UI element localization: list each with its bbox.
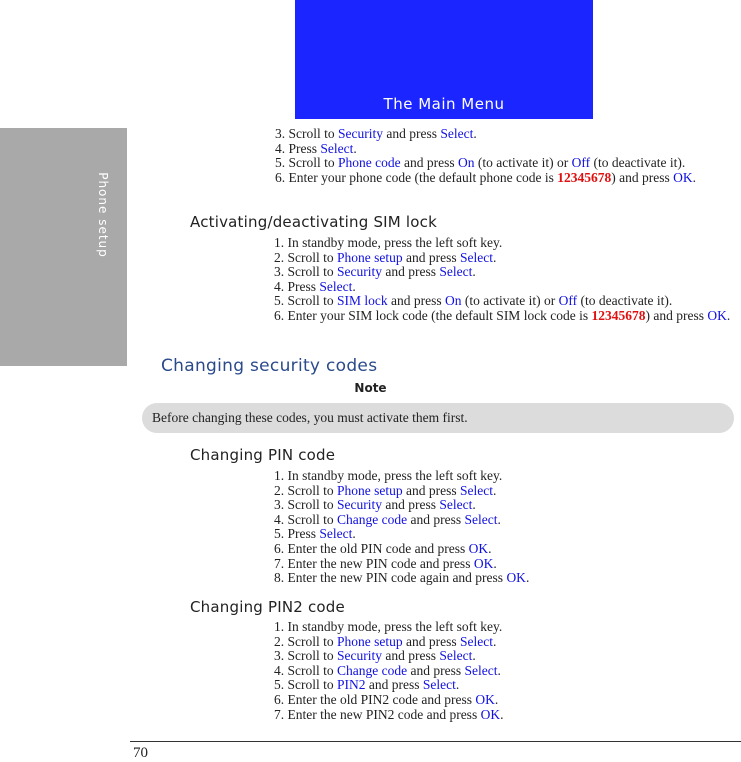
step-text: and press	[402, 249, 460, 265]
step-text: .	[455, 677, 460, 693]
heading-pin-code: Changing PIN code	[190, 446, 336, 464]
step-text: and press	[382, 264, 440, 280]
keyword: PIN2	[337, 677, 366, 693]
keyword: Select	[439, 264, 473, 280]
step-text: 2.	[274, 633, 285, 649]
step-text: 3.	[275, 126, 286, 141]
list-item	[274, 664, 503, 679]
step-text: .	[692, 169, 697, 185]
step-text: 3.	[274, 264, 285, 280]
step-text: (to deactivate it).	[590, 155, 686, 171]
keyword: Select	[460, 633, 493, 649]
keyword: Change code	[337, 511, 408, 527]
step-text: 2.	[274, 249, 285, 265]
list-item	[275, 127, 696, 142]
page-number: 70	[133, 745, 148, 761]
keyword: Phone code	[338, 155, 401, 171]
keyword: OK	[475, 691, 495, 707]
step-text: Scroll to	[288, 126, 338, 141]
step-text: 4.	[274, 662, 285, 678]
keyword: Select	[439, 648, 473, 664]
step-text: .	[497, 511, 501, 527]
list-item	[274, 678, 503, 693]
step-text: 5.	[274, 526, 285, 542]
step-text: (to activate it) or	[461, 293, 559, 309]
list-item	[274, 542, 529, 557]
list-item	[274, 498, 529, 513]
step-text: .	[472, 497, 476, 513]
keyword: Select	[460, 249, 493, 265]
step-text: Enter the new PIN code again and press	[287, 570, 507, 586]
step-text: and press	[407, 662, 465, 678]
keyword: SIM lock	[337, 293, 388, 309]
list-item	[274, 557, 529, 572]
step-text: Enter the old PIN2 code and press	[287, 691, 476, 707]
keyword: Select	[319, 526, 353, 542]
list-item	[275, 142, 696, 157]
step-text: 7.	[274, 706, 285, 722]
step-text: ) and press	[611, 169, 674, 185]
step-text: In standby mode, press the left soft key.	[287, 619, 503, 634]
pin-steps-list	[274, 469, 529, 586]
step-text: 7.	[274, 555, 285, 571]
keyword: Security	[337, 648, 382, 664]
step-text: Enter the old PIN code and press	[287, 540, 469, 556]
step-text: and press	[365, 677, 423, 693]
step-text: 4.	[274, 278, 285, 294]
list-item	[275, 171, 696, 186]
keyword: Phone setup	[337, 482, 403, 498]
keyword: OK	[480, 706, 501, 722]
keyword: Select	[464, 662, 498, 678]
step-text: Enter your SIM lock code (the default SIM lock code is	[287, 307, 592, 323]
step-text: .	[493, 249, 497, 265]
note-text: Before changing these codes, you must activate them first.	[152, 410, 468, 425]
step-text: (to activate it) or	[474, 155, 572, 171]
step-text: .	[493, 555, 497, 571]
step-text: .	[493, 482, 497, 498]
step-text: 4.	[275, 140, 286, 156]
step-text: 8.	[274, 570, 285, 586]
step-text: Scroll to	[287, 293, 337, 309]
step-text: 2.	[274, 482, 285, 498]
list-item	[274, 708, 503, 723]
list-item	[274, 484, 529, 499]
list-item	[274, 309, 730, 324]
list-item	[274, 294, 730, 309]
list-item	[274, 635, 503, 650]
keyword: On	[445, 293, 462, 309]
step-text: 5.	[274, 677, 285, 693]
list-item	[274, 620, 503, 635]
step-text: 5.	[275, 155, 286, 171]
step-text: .	[494, 691, 499, 707]
step-text: In standby mode, press the left soft key.	[287, 468, 503, 483]
step-text: .	[352, 278, 356, 294]
step-text: Enter the new PIN2 code and press	[287, 706, 481, 722]
step-text: and press	[402, 633, 460, 649]
list-item	[274, 693, 503, 708]
step-text: .	[497, 662, 501, 678]
step-text: 1.	[274, 619, 285, 634]
step-text: .	[488, 540, 492, 556]
list-item	[274, 649, 503, 664]
step-text: Scroll to	[287, 249, 337, 265]
step-text: and press	[382, 497, 440, 513]
step-text: .	[353, 140, 357, 156]
step-text: and press	[387, 293, 445, 309]
step-text: .	[500, 706, 504, 722]
step-text: .	[726, 307, 731, 323]
step-text: Press	[288, 140, 321, 156]
keyword: Security	[338, 126, 383, 141]
side-tab-label: Phone setup	[96, 172, 110, 258]
heading-sim-lock: Activating/deactivating SIM lock	[190, 213, 437, 231]
keyword: OK	[468, 540, 489, 556]
step-text: .	[473, 126, 477, 141]
step-text: 3.	[274, 648, 285, 664]
heading-changing-security-codes: Changing security codes	[161, 356, 378, 376]
step-text: Enter your phone code (the default phone code is	[288, 169, 558, 185]
step-text: Scroll to	[288, 155, 338, 171]
sim-lock-steps-list	[274, 236, 730, 324]
step-text: 4.	[274, 511, 285, 527]
list-item	[274, 265, 730, 280]
step-text: Press	[287, 278, 320, 294]
keyword: Select	[464, 511, 498, 527]
step-text: ) and press	[645, 307, 708, 323]
list-item	[274, 251, 730, 266]
step-text: .	[493, 633, 497, 649]
step-text: Scroll to	[287, 264, 337, 280]
header-banner	[295, 0, 593, 119]
step-text: 1.	[274, 468, 285, 483]
list-item	[274, 571, 529, 586]
step-text: 1.	[274, 235, 285, 250]
step-text: and press	[402, 482, 460, 498]
keyword: OK	[707, 307, 727, 323]
step-text: 6.	[274, 307, 285, 323]
keyword: Off	[571, 155, 591, 171]
step-text: Scroll to	[287, 662, 337, 678]
keyword: OK	[473, 555, 494, 571]
keyword: Security	[337, 497, 382, 513]
footer-divider	[130, 741, 741, 742]
header-title: The Main Menu	[383, 95, 505, 113]
step-text: 3.	[274, 497, 285, 513]
list-item	[274, 280, 730, 295]
step-text: Scroll to	[287, 511, 337, 527]
keyword: Select	[319, 278, 353, 294]
steps-top-list	[275, 127, 696, 185]
step-text: Press	[287, 526, 320, 542]
default-code: 12345678	[591, 307, 646, 323]
keyword: Select	[422, 677, 456, 693]
keyword: Phone setup	[337, 633, 403, 649]
heading-pin2-code: Changing PIN2 code	[190, 598, 345, 616]
list-item	[274, 527, 529, 542]
step-text: and press	[407, 511, 465, 527]
keyword: Select	[439, 497, 473, 513]
note-label: Note	[354, 381, 387, 395]
step-text: Scroll to	[287, 497, 337, 513]
keyword: Select	[320, 140, 354, 156]
list-item	[274, 469, 529, 484]
step-text: 6.	[274, 691, 285, 707]
step-text: In standby mode, press the left soft key.	[287, 235, 503, 250]
keyword: Security	[337, 264, 382, 280]
step-text: .	[352, 526, 356, 542]
step-text: and press	[400, 155, 458, 171]
list-item	[274, 236, 730, 251]
step-text: (to deactivate it).	[577, 293, 673, 309]
step-text: Scroll to	[287, 677, 337, 693]
step-text: and press	[382, 648, 440, 664]
step-text: 6.	[274, 540, 285, 556]
default-code: 12345678	[557, 169, 612, 185]
keyword: Select	[440, 126, 474, 141]
keyword: OK	[506, 570, 526, 586]
pin2-steps-list	[274, 620, 503, 722]
step-text: and press	[383, 126, 441, 141]
step-text: .	[472, 648, 476, 664]
step-text: Scroll to	[287, 482, 337, 498]
step-text: 6.	[275, 169, 286, 185]
note-box	[142, 403, 734, 433]
keyword: OK	[673, 169, 693, 185]
list-item	[275, 156, 696, 171]
list-item	[274, 513, 529, 528]
keyword: Select	[460, 482, 493, 498]
keyword: On	[457, 155, 475, 171]
step-text: .	[525, 570, 530, 586]
step-text: 5.	[274, 293, 285, 309]
keyword: Change code	[337, 662, 408, 678]
step-text: Enter the new PIN code and press	[287, 555, 474, 571]
keyword: Off	[558, 293, 578, 309]
step-text: Scroll to	[287, 648, 337, 664]
keyword: Phone setup	[337, 249, 403, 265]
step-text: .	[472, 264, 476, 280]
step-text: Scroll to	[287, 633, 337, 649]
